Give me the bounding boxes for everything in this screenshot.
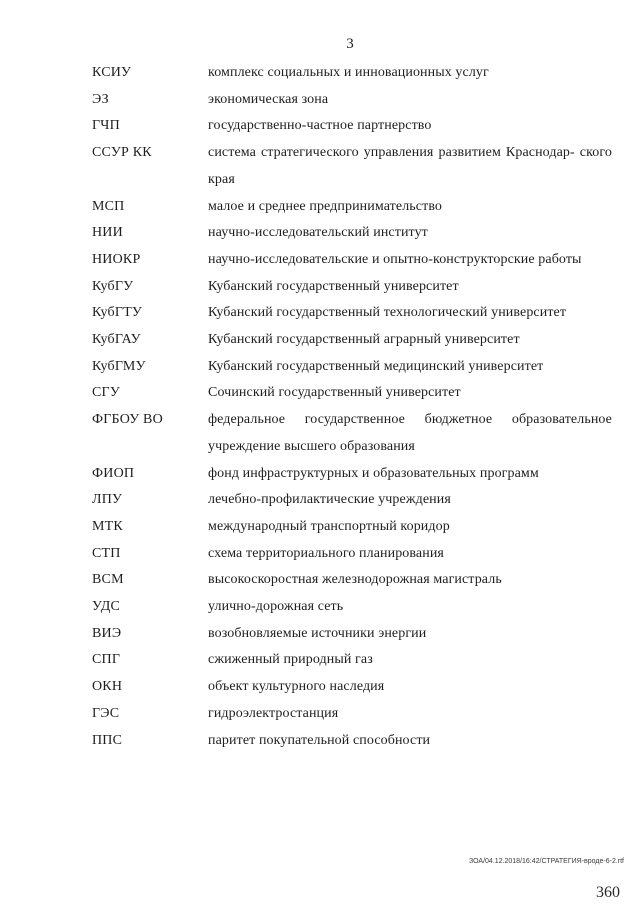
abbreviation-row bbox=[92, 380, 612, 407]
abbreviation-row bbox=[92, 247, 612, 274]
abbreviation-term: НИИ bbox=[92, 225, 123, 241]
abbreviation-row bbox=[92, 194, 612, 221]
abbreviation-term: ФГБОУ ВО bbox=[92, 412, 163, 428]
abbreviation-definition: система стратегического управления развитием Краснодар- ского края bbox=[208, 145, 612, 187]
abbreviation-term: СГУ bbox=[92, 385, 120, 401]
abbreviation-row bbox=[92, 140, 612, 193]
abbreviation-definition: научно-исследовательские и опытно-конструкторские работы bbox=[208, 251, 582, 267]
abbreviation-term: ЛПУ bbox=[92, 492, 123, 508]
abbreviation-term: ГЧП bbox=[92, 118, 120, 134]
abbreviation-definition: международный транспортный коридор bbox=[208, 518, 450, 534]
abbreviation-definition: возобновляемые источники энергии bbox=[208, 625, 427, 641]
abbreviation-definition: объект культурного наследия bbox=[208, 679, 385, 695]
abbreviation-row bbox=[92, 327, 612, 354]
abbreviation-definition: федеральное государственное бюджетное образовательное учреждение высшего образования bbox=[208, 412, 612, 454]
abbreviation-definition: экономическая зона bbox=[208, 91, 329, 107]
abbreviation-row bbox=[92, 541, 612, 568]
abbreviation-term: МСП bbox=[92, 198, 125, 214]
abbreviation-row bbox=[92, 300, 612, 327]
abbreviation-row bbox=[92, 701, 612, 728]
abbreviation-row bbox=[92, 487, 612, 514]
abbreviation-row bbox=[92, 407, 612, 460]
abbreviation-row bbox=[92, 274, 612, 301]
abbreviation-row bbox=[92, 647, 612, 674]
abbreviation-term: ВСМ bbox=[92, 572, 124, 588]
abbreviation-term: ФИОП bbox=[92, 465, 135, 481]
abbreviation-term: ППС bbox=[92, 732, 123, 748]
abbreviation-definition: лечебно-профилактические учреждения bbox=[208, 492, 451, 508]
abbreviation-definition: схема территориального планирования bbox=[208, 545, 444, 561]
abbreviation-row bbox=[92, 220, 612, 247]
abbreviation-definition: паритет покупательной способности bbox=[208, 732, 431, 748]
abbreviation-term: КубГМУ bbox=[92, 358, 146, 374]
abbreviation-definition: государственно-частное партнерство bbox=[208, 118, 432, 134]
abbreviation-row bbox=[92, 594, 612, 621]
abbreviation-row bbox=[92, 87, 612, 114]
abbreviation-row bbox=[92, 621, 612, 648]
abbreviation-row bbox=[92, 60, 612, 87]
abbreviation-definition: улично-дорожная сеть bbox=[208, 599, 344, 615]
page-number: 3 bbox=[346, 36, 354, 52]
abbreviation-definition: Кубанский государственный аграрный университет bbox=[208, 332, 520, 348]
abbreviation-term: КубГТУ bbox=[92, 305, 142, 321]
abbreviation-definition: Кубанский государственный медицинский университет bbox=[208, 358, 544, 374]
abbreviation-term: УДС bbox=[92, 599, 120, 615]
abbreviation-term: ССУР КК bbox=[92, 145, 152, 161]
abbreviation-row bbox=[92, 514, 612, 541]
abbreviation-term: ГЭС bbox=[92, 705, 120, 721]
abbreviation-definition: высокоскоростная железнодорожная магистраль bbox=[208, 572, 502, 588]
abbreviation-row bbox=[92, 567, 612, 594]
abbreviation-term: МТК bbox=[92, 518, 123, 534]
abbreviation-row bbox=[92, 728, 612, 755]
document-footer-stamp: ЗОА/04.12.2018/16:42/СТРАТЕГИЯ-вроде-6-2.rtf bbox=[468, 858, 624, 865]
abbreviation-term: СТП bbox=[92, 545, 121, 561]
abbreviation-definition: научно-исследовательский институт bbox=[208, 225, 428, 241]
abbreviation-definition: Сочинский государственный университет bbox=[208, 385, 461, 401]
abbreviation-term: КСИУ bbox=[92, 65, 132, 80]
abbreviation-definition: малое и среднее предпринимательство bbox=[208, 198, 443, 214]
abbreviation-definition: Кубанский государственный технологический университет bbox=[208, 305, 567, 321]
abbreviation-term: НИОКР bbox=[92, 251, 141, 267]
abbreviation-definition: гидроэлектростанция bbox=[208, 705, 339, 721]
abbreviation-row bbox=[92, 113, 612, 140]
abbreviation-term: ОКН bbox=[92, 679, 123, 695]
abbreviation-term: ЭЗ bbox=[92, 91, 109, 107]
abbreviation-definition: комплекс социальных и инновационных услуг bbox=[208, 65, 489, 80]
abbreviation-term: КубГАУ bbox=[92, 332, 141, 348]
abbreviation-definition: фонд инфраструктурных и образовательных программ bbox=[208, 465, 539, 481]
abbreviation-row bbox=[92, 354, 612, 381]
abbreviation-term: СПГ bbox=[92, 652, 121, 668]
abbreviation-definition: Кубанский государственный университет bbox=[208, 278, 459, 294]
sheet-number: 360 bbox=[596, 884, 620, 901]
abbreviation-row bbox=[92, 461, 612, 488]
abbreviation-term: КубГУ bbox=[92, 278, 134, 294]
abbreviation-definition: сжиженный природный газ bbox=[208, 652, 373, 668]
abbreviation-list bbox=[92, 60, 612, 754]
abbreviation-row bbox=[92, 674, 612, 701]
abbreviation-term: ВИЭ bbox=[92, 625, 122, 641]
